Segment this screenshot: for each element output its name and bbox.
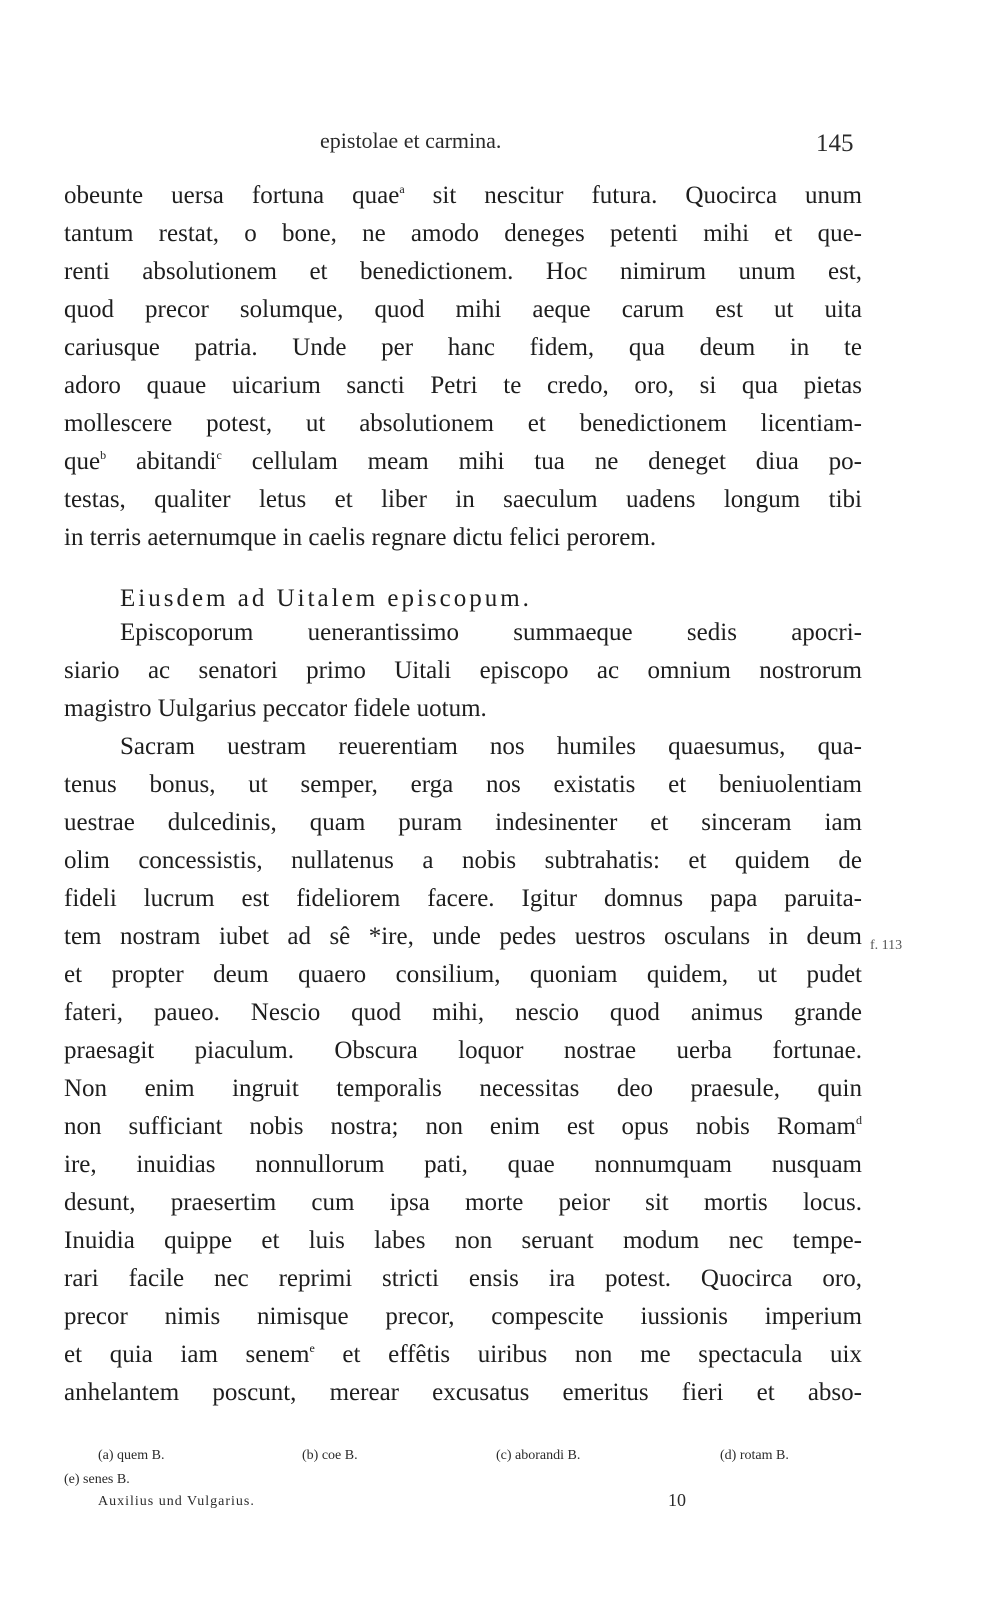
text-line: et quia iam senem$^e$ et effêtis uiribus non me spectacula uix: [64, 1341, 862, 1368]
footnote-marker: b: [100, 448, 107, 462]
text-line: tenus bonus, ut semper, erga nos existatis et beniuolentiam: [64, 771, 862, 798]
text-line: renti absolutionem et benedictionem. Hoc nimirum unum est,: [64, 258, 862, 285]
folio-margin-note: f. 113: [870, 938, 903, 953]
running-header-title: epistolae et carmina.: [320, 128, 502, 153]
text-line: Inuidia quippe et luis labes non seruant modum nec tempe-: [64, 1227, 862, 1254]
text-line: olim concessistis, nullatenus a nobis subtrahatis: et quidem de: [64, 847, 862, 874]
text-line: Sacram uestram reuerentiam nos humiles quaesumus, qua-: [120, 733, 862, 760]
text-line: fideli lucrum est fideliorem facere. Igitur domnus papa paruita-: [64, 885, 862, 912]
text-line: praesagit piaculum. Obscura loquor nostrae uerba fortunae.: [64, 1037, 862, 1064]
text-line: desunt, praesertim cum ipsa morte peior sit mortis locus.: [64, 1189, 862, 1216]
page-number: 145: [816, 130, 854, 157]
text-line: fateri, paueo. Nescio quod mihi, nescio quod animus grande: [64, 999, 862, 1026]
footnote: (c) aborandi B.: [496, 1448, 581, 1463]
text-line: que$^b$ abitandi$^c$ cellulam meam mihi tua ne deneget diua po-: [64, 448, 863, 475]
text-line: uestrae dulcedinis, quam puram indesinenter et sinceram iam: [64, 809, 862, 836]
text-line: in terris aeternumque in caelis regnare dictu felici perorem.: [64, 524, 657, 551]
text-line: quod precor solumque, quod mihi aeque carum est ut uita: [64, 296, 862, 323]
footnote-marker: d: [856, 1113, 862, 1127]
text-line: anhelantem poscunt, merear excusatus emeritus fieri et abso-: [64, 1379, 862, 1406]
text-line: Episcoporum uenerantissimo summaeque sedis apocri-: [120, 619, 862, 646]
footnote: (d) rotam B.: [720, 1448, 789, 1463]
text-line: cariusque patria. Unde per hanc fidem, qua deum in te: [64, 334, 862, 361]
footnote-marker: a: [399, 182, 405, 196]
text-line: obeunte uersa fortuna quae$^a$ sit nescitur futura. Quocirca unum: [64, 182, 862, 209]
text-line: non sufficiant nobis nostra; non enim est opus nobis Romam$^d$: [64, 1113, 862, 1140]
footnote: (b) coe B.: [302, 1448, 358, 1463]
text-line: tantum restat, o bone, ne amodo deneges petenti mihi et que-: [64, 220, 862, 247]
text-line: mollescere potest, ut absolutionem et benedictionem licentiam-: [64, 410, 862, 437]
footnote-marker: c: [216, 448, 222, 462]
text-line: ire, inuidias nonnullorum pati, quae nonnumquam nusquam: [64, 1151, 862, 1178]
text-line: magistro Uulgarius peccator fidele uotum.: [64, 695, 487, 722]
footnote: (e) senes B.: [64, 1472, 130, 1487]
text-line: siario ac senatori primo Uitali episcopo ac omnium nostrorum: [64, 657, 862, 684]
footnote: (a) quem B.: [98, 1448, 165, 1463]
text-line: et propter deum quaero consilium, quoniam quidem, ut pudet: [64, 961, 862, 988]
section-heading: Eiusdem ad Uitalem episcopum.: [120, 585, 532, 612]
text-line: adoro quaue uicarium sancti Petri te credo, oro, si qua pietas: [64, 372, 862, 399]
footnote-marker: e: [309, 1341, 315, 1355]
signature-line: Auxilius und Vulgarius.: [98, 1494, 255, 1509]
text-line: rari facile nec reprimi stricti ensis ira potest. Quocirca oro,: [64, 1265, 862, 1292]
text-line: precor nimis nimisque precor, compescite iussionis imperium: [64, 1303, 862, 1330]
text-line: testas, qualiter letus et liber in saeculum uadens longum tibi: [64, 486, 862, 513]
signature-number: 10: [668, 1490, 686, 1510]
text-line: Non enim ingruit temporalis necessitas deo praesule, quin: [64, 1075, 862, 1102]
text-line: tem nostram iubet ad sê *ire, unde pedes uestros osculans in deum: [64, 923, 862, 950]
